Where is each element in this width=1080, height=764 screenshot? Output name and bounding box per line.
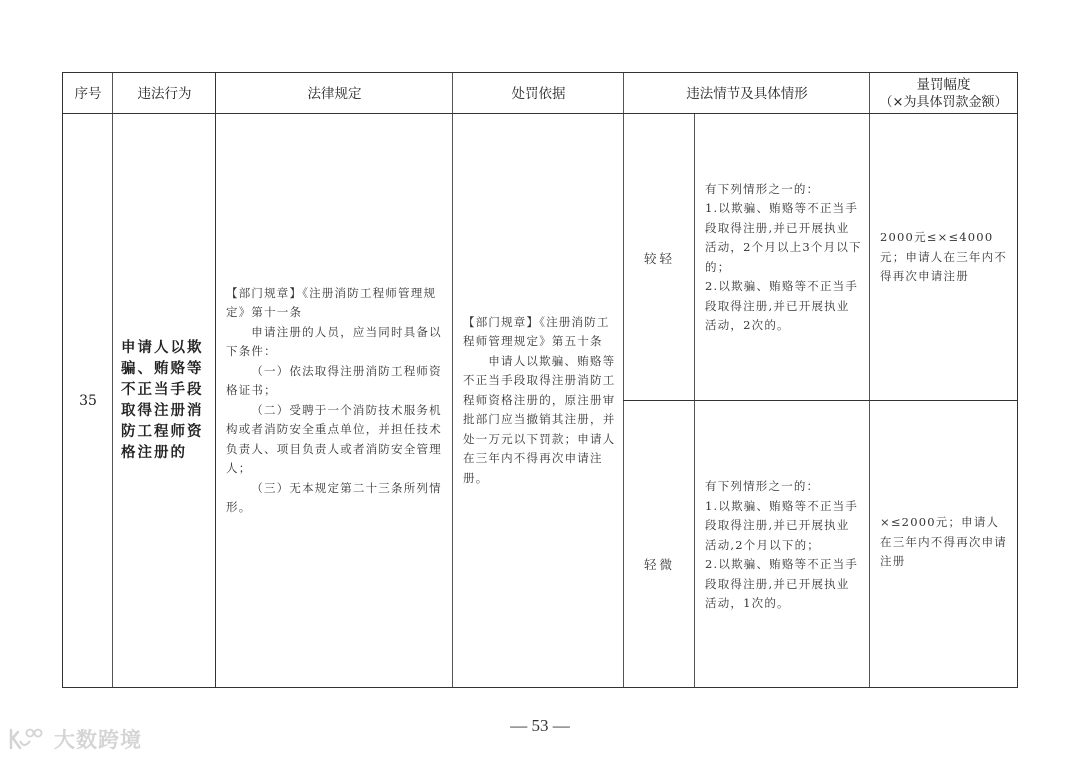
header-penalty-title: 量罚幅度 [916,76,971,93]
level-slight-item-1: 1.以欺骗、贿赂等不正当手段取得注册,并已开展执业活动,2个月以下的； [705,498,859,552]
header-behavior: 违法行为 [137,85,192,102]
level-minor-penalty-text: 2000元≤×≤4000元；申请人在三年内不得再次申请注册 [880,230,1007,283]
k-infinity-logo-icon [8,727,48,751]
header-circumstances: 违法情节及具体情形 [686,85,808,102]
header-basis: 处罚依据 [511,85,566,102]
level-minor-details [695,114,870,401]
basis-title: 【部门规章】《注册消防工程师管理规定》第五十条 [463,314,610,349]
level-slight-item-2: 2.以欺骗、贿赂等不正当手段取得注册,并已开展执业活动，1次的。 [705,557,859,610]
level-slight: 轻微 [643,557,675,572]
row-behavior: 申请人以欺骗、贿赂等不正当手段取得注册消防工程师资格注册的 [121,339,204,461]
level-slight-details [695,401,870,687]
level-minor-item-2: 2.以欺骗、贿赂等不正当手段取得注册,并已开展执业活动，2次的。 [705,279,859,332]
watermark [8,724,142,754]
level-minor-intro: 有下列情形之一的： [705,181,820,196]
level-slight-penalty-text: ×≤2000元；申请人在三年内不得再次申请注册 [880,515,1007,568]
level-slight-penalty [870,401,1017,687]
law-item-1: （一）依法取得注册消防工程师资格证书； [226,363,442,397]
header-seq: 序号 [74,85,102,102]
header-law: 法律规定 [307,85,362,102]
level-minor: 较轻 [643,250,675,266]
row-law [216,114,453,687]
header-penalty-note: （×为具体罚款金额） [879,94,1008,110]
watermark-text: 大数跨境 [54,728,142,752]
row-basis [453,114,624,687]
level-slight-intro: 有下列情形之一的： [705,479,820,493]
header-penalty [870,73,1017,114]
law-item-2: （二）受聘于一个消防技术服务机构或者消防安全重点单位，并担任技术负责人、项目负责人或者消防安全管理人； [226,402,442,475]
level-minor-item-1: 1.以欺骗、贿赂等不正当手段取得注册,并已开展执业活动，2个月以上3个月以下的； [705,201,862,274]
law-item-3: （三）无本规定第二十三条所列情形。 [226,480,442,514]
law-title: 【部门规章】《注册消防工程师管理规定》第十一条 [226,285,437,319]
level-minor-penalty [870,114,1017,401]
basis-content: 申请人以欺骗、贿赂等不正当手段取得注册消防工程师资格注册的，原注册审批部门应当撤销其注册，并处一万元以下罚款；申请人在三年内不得再次申请注册。 [463,353,616,485]
law-intro: 申请注册的人员，应当同时具备以下条件： [226,324,442,358]
page-number: — 53 — [510,716,570,735]
row-seq: 35 [79,392,97,409]
penalty-table [62,72,1018,688]
